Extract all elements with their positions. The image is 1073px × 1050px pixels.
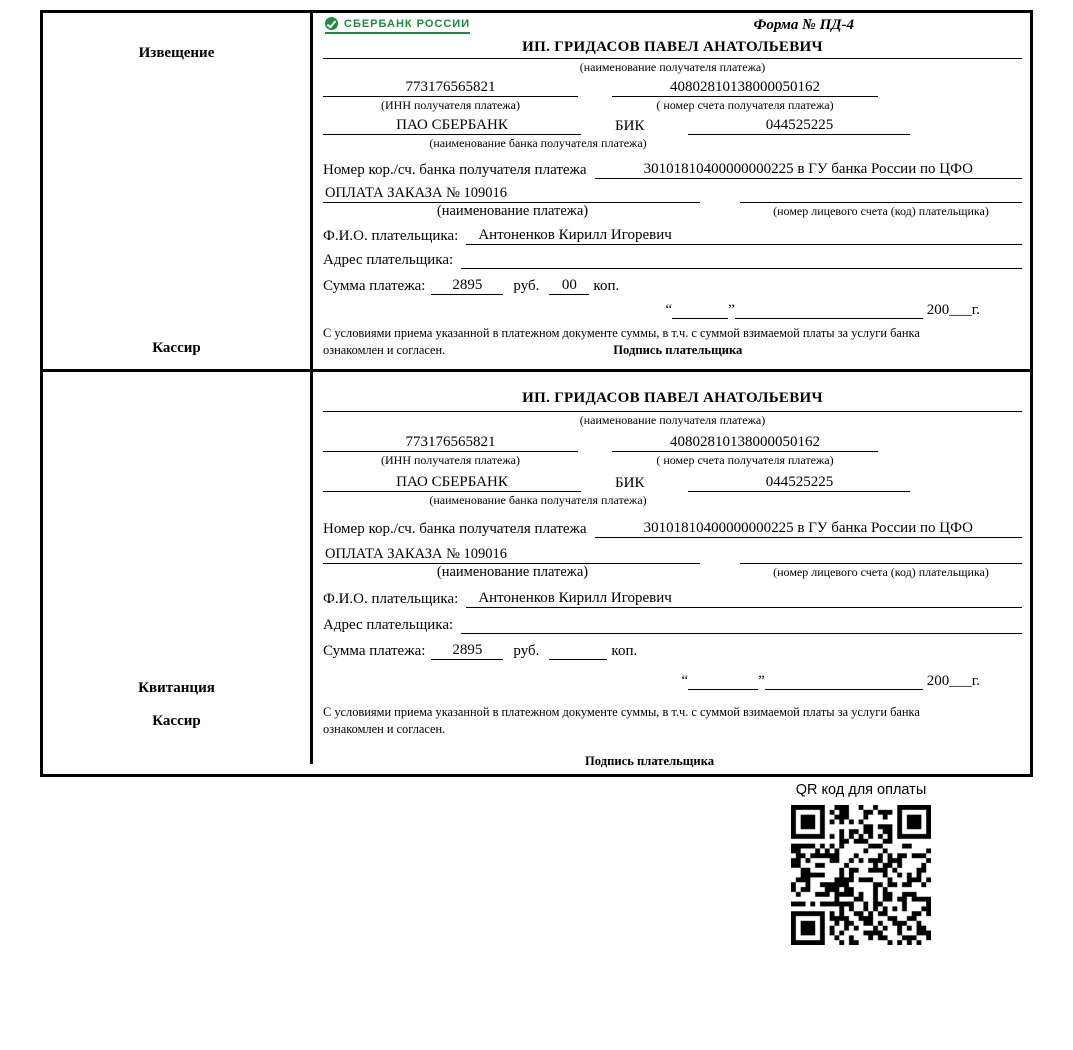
address-row-2	[323, 608, 1022, 634]
notice-panel	[313, 13, 1030, 369]
side-label-cashier-1: Кассир	[152, 340, 201, 356]
purpose-value: ОПЛАТА ЗАКАЗА № 109016	[323, 185, 700, 203]
address-line-2	[461, 633, 1022, 634]
notice-side-column	[43, 13, 313, 369]
qr-code	[791, 805, 931, 945]
amount-label-2: Сумма платежа:	[323, 643, 426, 659]
payer-value-2: Антоненков Кирилл Игоревич	[466, 590, 1022, 608]
sberbank-logo	[325, 17, 470, 34]
amount-row	[323, 269, 1022, 295]
corr-row-2	[323, 508, 1022, 538]
side-label-notice: Извещение	[138, 45, 215, 61]
quote-open-2: “	[681, 673, 689, 689]
sberbank-logo-text: СБЕРБАНК РОССИИ	[344, 17, 471, 30]
pd4-form	[40, 10, 1033, 777]
bik-value: 044525225	[688, 117, 910, 135]
address-label-2: Адрес плательщика:	[323, 617, 454, 633]
date-row-2	[323, 660, 1022, 690]
receipt-panel	[313, 372, 1030, 774]
quote-close: ”	[728, 302, 735, 318]
purpose-captions-2	[323, 564, 1022, 580]
purpose-caption-2: (наименование платежа)	[436, 564, 589, 580]
agreement-text-2	[323, 704, 1022, 738]
corr-value-2: 30101810400000000225 в ГУ банка России по ЦФО	[595, 520, 1022, 538]
payer-label: Ф.И.О. плательщика:	[323, 228, 459, 244]
purpose-row-2	[323, 538, 1022, 564]
sberbank-logo-icon	[325, 17, 338, 30]
amount-value-2: 2895	[431, 642, 503, 660]
form-number: Форма № ПД-4	[753, 17, 854, 33]
inn-value-2: 773176565821	[323, 434, 578, 452]
month-blank-2	[765, 689, 923, 690]
qr-label: QR код для оплаты	[795, 782, 927, 798]
kop-label-2: коп.	[611, 643, 638, 659]
agreement-line1: С условиями приема указанной в платежном документе суммы, в т.ч. с суммой взимаемой платы за услуги банка	[323, 326, 920, 340]
inn-caption: (ИНН получателя платежа)	[381, 98, 520, 112]
section-receipt	[40, 369, 1033, 777]
amount-row-2	[323, 634, 1022, 660]
address-label: Адрес плательщика:	[323, 252, 454, 268]
month-blank	[735, 318, 923, 319]
payer-row-2	[323, 580, 1022, 608]
bik-label-2: БИК	[615, 475, 645, 491]
agreement-line2-2: ознакомлен и согласен.	[323, 722, 446, 736]
personal-caption-2: (номер лицевого счета (код) плательщика)	[773, 565, 989, 579]
corr-row	[323, 151, 1022, 179]
recipient-caption: (наименование получателя платежа)	[579, 60, 766, 74]
bank-row	[323, 113, 1022, 135]
personal-caption: (номер лицевого счета (код) плательщика)	[773, 204, 989, 218]
recipient-caption-2: (наименование получателя платежа)	[579, 413, 766, 427]
quote-close-2: ”	[758, 673, 765, 689]
purpose-row	[323, 179, 1022, 203]
amount-label: Сумма платежа:	[323, 278, 426, 294]
purpose-caption: (наименование платежа)	[436, 203, 589, 219]
bik-label: БИК	[615, 118, 645, 134]
bank-name-2: ПАО СБЕРБАНК	[323, 474, 581, 492]
inn-value: 773176565821	[323, 79, 578, 97]
rub-label-2: руб.	[513, 643, 540, 659]
agreement-line2: ознакомлен и согласен.	[323, 343, 446, 357]
inn-account-captions	[323, 97, 1022, 113]
section-notice	[40, 10, 1033, 372]
signature-label: Подпись плательщика	[613, 343, 743, 357]
inn-account-row	[323, 75, 1022, 97]
purpose-value-2: ОПЛАТА ЗАКАЗА № 109016	[323, 546, 700, 564]
rub-label: руб.	[513, 278, 540, 294]
bank-caption-row-2	[323, 492, 1022, 508]
account-value-2: 40802810138000050162	[612, 434, 878, 452]
signature-label-2: Подпись плательщика	[585, 754, 715, 768]
receipt-side-column	[43, 372, 313, 764]
bank-caption: (наименование банка получателя платежа)	[429, 136, 647, 150]
date-row	[323, 295, 1022, 319]
qr-section	[788, 782, 934, 945]
date-blank	[672, 318, 728, 319]
recipient-name-2: ИП. ГРИДАСОВ ПАВЕЛ АНАТОЛЬЕВИЧ	[323, 390, 1022, 412]
bank-name: ПАО СБЕРБАНК	[323, 117, 581, 135]
agreement-line1-2: С условиями приема указанной в платежном документе суммы, в т.ч. с суммой взимаемой платы за услуги банка	[323, 705, 920, 719]
inn-account-row-2	[323, 428, 1022, 452]
agreement-text	[323, 325, 1022, 359]
date-blank-2	[688, 689, 758, 690]
corr-label: Номер кор./сч. банка получателя платежа	[323, 162, 587, 178]
year-label: 200___г.	[926, 302, 980, 318]
address-line	[461, 268, 1022, 269]
notice-header-row	[323, 17, 1022, 39]
bank-row-2	[323, 468, 1022, 492]
kop-label: коп.	[593, 278, 620, 294]
payer-value: Антоненков Кирилл Игоревич	[466, 227, 1022, 245]
address-row	[323, 245, 1022, 269]
bank-caption-2: (наименование банка получателя платежа)	[429, 493, 647, 507]
recipient-name: ИП. ГРИДАСОВ ПАВЕЛ АНАТОЛЬЕВИЧ	[323, 39, 1022, 59]
payer-label-2: Ф.И.О. плательщика:	[323, 591, 459, 607]
kopeck-value-2	[549, 659, 607, 660]
year-label-2: 200___г.	[926, 673, 980, 689]
quote-open: “	[665, 302, 673, 318]
bank-caption-row	[323, 135, 1022, 151]
bik-value-2: 044525225	[688, 474, 910, 492]
account-caption-2: ( номер счета получателя платежа)	[656, 453, 834, 467]
inn-account-captions-2	[323, 452, 1022, 468]
kopeck-value: 00	[549, 277, 589, 295]
account-value: 40802810138000050162	[612, 79, 878, 97]
inn-caption-2: (ИНН получателя платежа)	[381, 453, 520, 467]
side-label-cashier-2: Кассир	[152, 713, 201, 729]
payer-row	[323, 219, 1022, 245]
side-label-receipt: Квитанция	[138, 680, 215, 696]
corr-label-2: Номер кор./сч. банка получателя платежа	[323, 521, 587, 537]
account-caption: ( номер счета получателя платежа)	[656, 98, 834, 112]
purpose-captions	[323, 203, 1022, 219]
agreement-line2-row	[323, 342, 1022, 359]
amount-value: 2895	[431, 277, 503, 295]
corr-value: 30101810400000000225 в ГУ банка России по ЦФО	[595, 161, 1022, 179]
